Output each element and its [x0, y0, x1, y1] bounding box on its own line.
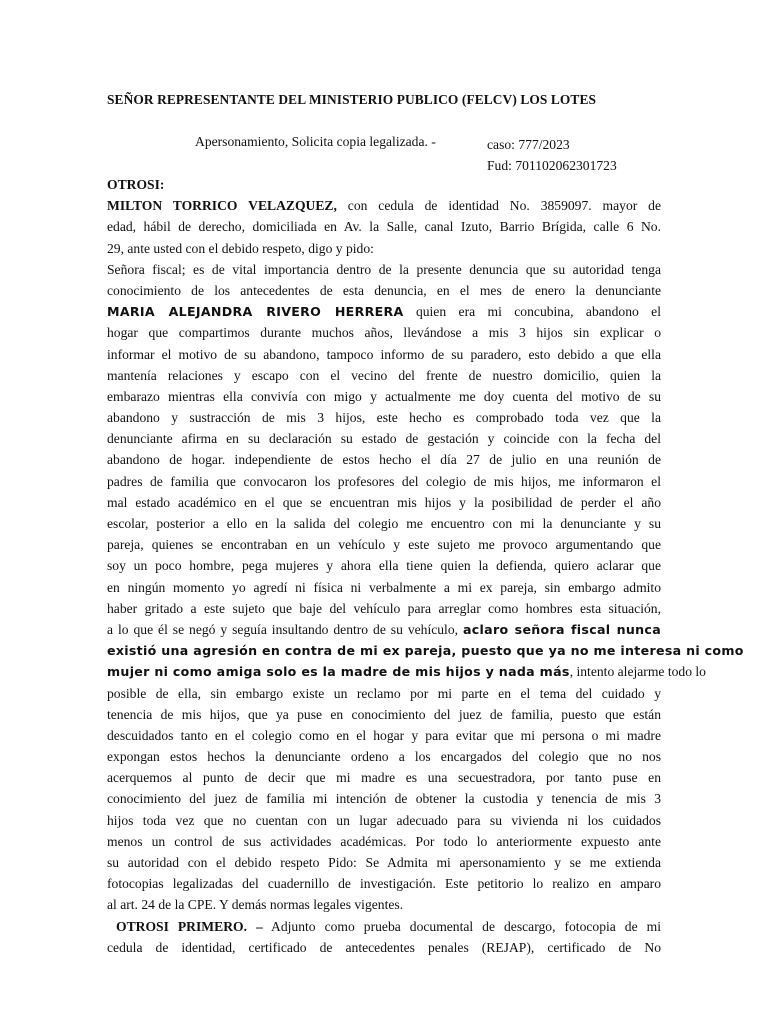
- line: denunciante afirma en su declaración su estado de gestación y coincide con la fecha del: [107, 431, 661, 447]
- line: su autoridad con el debido respeto Pido: Se Admita mi apersonamiento y se me extienda: [107, 855, 661, 870]
- paragraph-otrosi-primero: [107, 916, 661, 958]
- line: en ningún momento yo agredí ni física ni verbalmente a mi ex pareja, sin embargo admito: [107, 579, 661, 595]
- line: haber gritado a este sujeto que baje del vehículo para arreglar como hombres esta situación,: [107, 600, 661, 616]
- line-text: Adjunto como prueba documental de descargo, fotocopia de mi: [271, 918, 661, 934]
- line: menos un control de sus actividades académicas. Por todo lo anteriormente expuesto ante: [107, 833, 661, 849]
- line: [107, 301, 661, 322]
- complainant-name: MARIA ALEJANDRA RIVERO HERRERA: [107, 304, 404, 320]
- case-number: caso: 777/2023: [487, 137, 570, 152]
- applicant-name: MILTON TORRICO VELAZQUEZ,: [107, 198, 337, 214]
- line: hijos toda vez que no cuentan con un lugar adecuado para su vivienda ni los cuidados: [107, 812, 661, 828]
- line: embarazo mientras ella convivía con migo y actualmente me doy cuenta del motivo de su: [107, 388, 661, 404]
- document-title: SEÑOR REPRESENTANTE DEL MINISTERIO PUBLICO (FELCV) LOS LOTES: [107, 92, 597, 107]
- line: acerquemos al punto de decir que mi madre es una secuestradora, por tanto puse en: [107, 770, 661, 786]
- line: [107, 640, 744, 661]
- line-text: quien era mi concubina, abandono el: [415, 304, 661, 320]
- line: [107, 916, 661, 937]
- line: mal estado académico en el que se encuentran mis hijos y la posibilidad de perder el año: [107, 494, 661, 510]
- line: Señora fiscal; es de vital importancia dentro de la presente denuncia que su autoridad tenga: [107, 261, 661, 277]
- line: padres de familia que convocaron los profesores del colegio de mis hijos, me informaron el: [107, 473, 661, 489]
- otrosi-primero-heading: OTROSI PRIMERO. –: [116, 918, 263, 934]
- line: soy un poco hombre, pega mujeres y ahora ella tiene quien la defienda, quiero aclarar que: [107, 558, 661, 574]
- line: [107, 661, 706, 682]
- document-body: [107, 174, 744, 958]
- case-reference: [487, 134, 617, 176]
- line: mantenía relaciones y escapo con el vecino del frente de nuestro domicilio, quien la: [107, 367, 661, 383]
- line: posible de ella, sin embargo existe un reclamo por mi parte en el tema del cuidado y: [107, 685, 661, 701]
- paragraph-appearance: [107, 195, 661, 259]
- line: pareja, quienes se encontraban en un vehículo y este sujeto me provoco argumentando que: [107, 537, 661, 553]
- paragraph-facts: [107, 259, 744, 916]
- line: 29, ante usted con el debido respeto, digo y pido:: [107, 240, 374, 256]
- otrosi-heading: OTROSI:: [107, 177, 165, 192]
- fud-number: Fud: 701102062301723: [487, 158, 617, 173]
- bold-statement: mujer ni como amiga solo es la madre de mis hijos y nada más: [107, 664, 570, 680]
- line: [107, 619, 661, 640]
- line: escolar, posterior a ello en la salida del colegio me encuentro con mi la denunciante y su: [107, 516, 661, 531]
- line-text: , intento alejarme todo lo: [569, 664, 706, 680]
- line: tenencia de mis hijos, que ya puse en conocimiento del juez de familia, puesto que están: [107, 706, 661, 722]
- line: hogar que compartimos durante muchos años, llevándose a mis 3 hijos sin explicar o: [107, 325, 661, 341]
- line-text: con cedula de identidad No. 3859097. mayor de: [347, 198, 661, 214]
- bold-statement: existió una agresión en contra de mi ex pareja, puesto que ya no me interesa ni como: [107, 643, 744, 659]
- line: abandono y sustracción de mis 3 hijos, este hecho es comprobado toda vez que la: [107, 410, 661, 426]
- document-subject: Apersonamiento, Solicita copia legalizada. -: [195, 134, 436, 149]
- line: fotocopias legalizadas del cuadernillo de investigación. Este petitorio lo realizo en amparo: [107, 876, 661, 892]
- line: abandono de hogar. independiente de estos hecho el día 27 de julio en una reunión de: [107, 452, 661, 468]
- line: descuidados tanto en el colegio como en el hogar y para evitar que mi persona o mi madre: [107, 727, 661, 743]
- line: informar el motivo de su abandono, tampoco informo de su paradero, esto debido a que ella: [107, 346, 661, 362]
- line: expongan estos hechos la denunciante ordeno a los encargados del colegio que no nos: [107, 749, 661, 765]
- line: [107, 195, 661, 216]
- line: cedula de identidad, certificado de antecedentes penales (REJAP), certificado de No: [107, 939, 661, 955]
- line: conocimiento del juez de familia mi intención de obtener la custodia y tenencia de mis 3: [107, 791, 661, 807]
- bold-statement: aclaro señora fiscal nunca: [462, 621, 661, 637]
- line: conocimiento de los antecedentes de esta denuncia, en el mes de enero la denunciante: [107, 282, 661, 298]
- line: edad, hábil de derecho, domiciliada en Av. la Salle, canal Izuto, Barrio Brígida, calle 6 No.: [107, 219, 661, 235]
- line-text: a lo que él se negó y seguía insultando dentro de su vehículo,: [107, 621, 459, 637]
- line: al art. 24 de la CPE. Y demás normas legales vigentes.: [107, 897, 404, 913]
